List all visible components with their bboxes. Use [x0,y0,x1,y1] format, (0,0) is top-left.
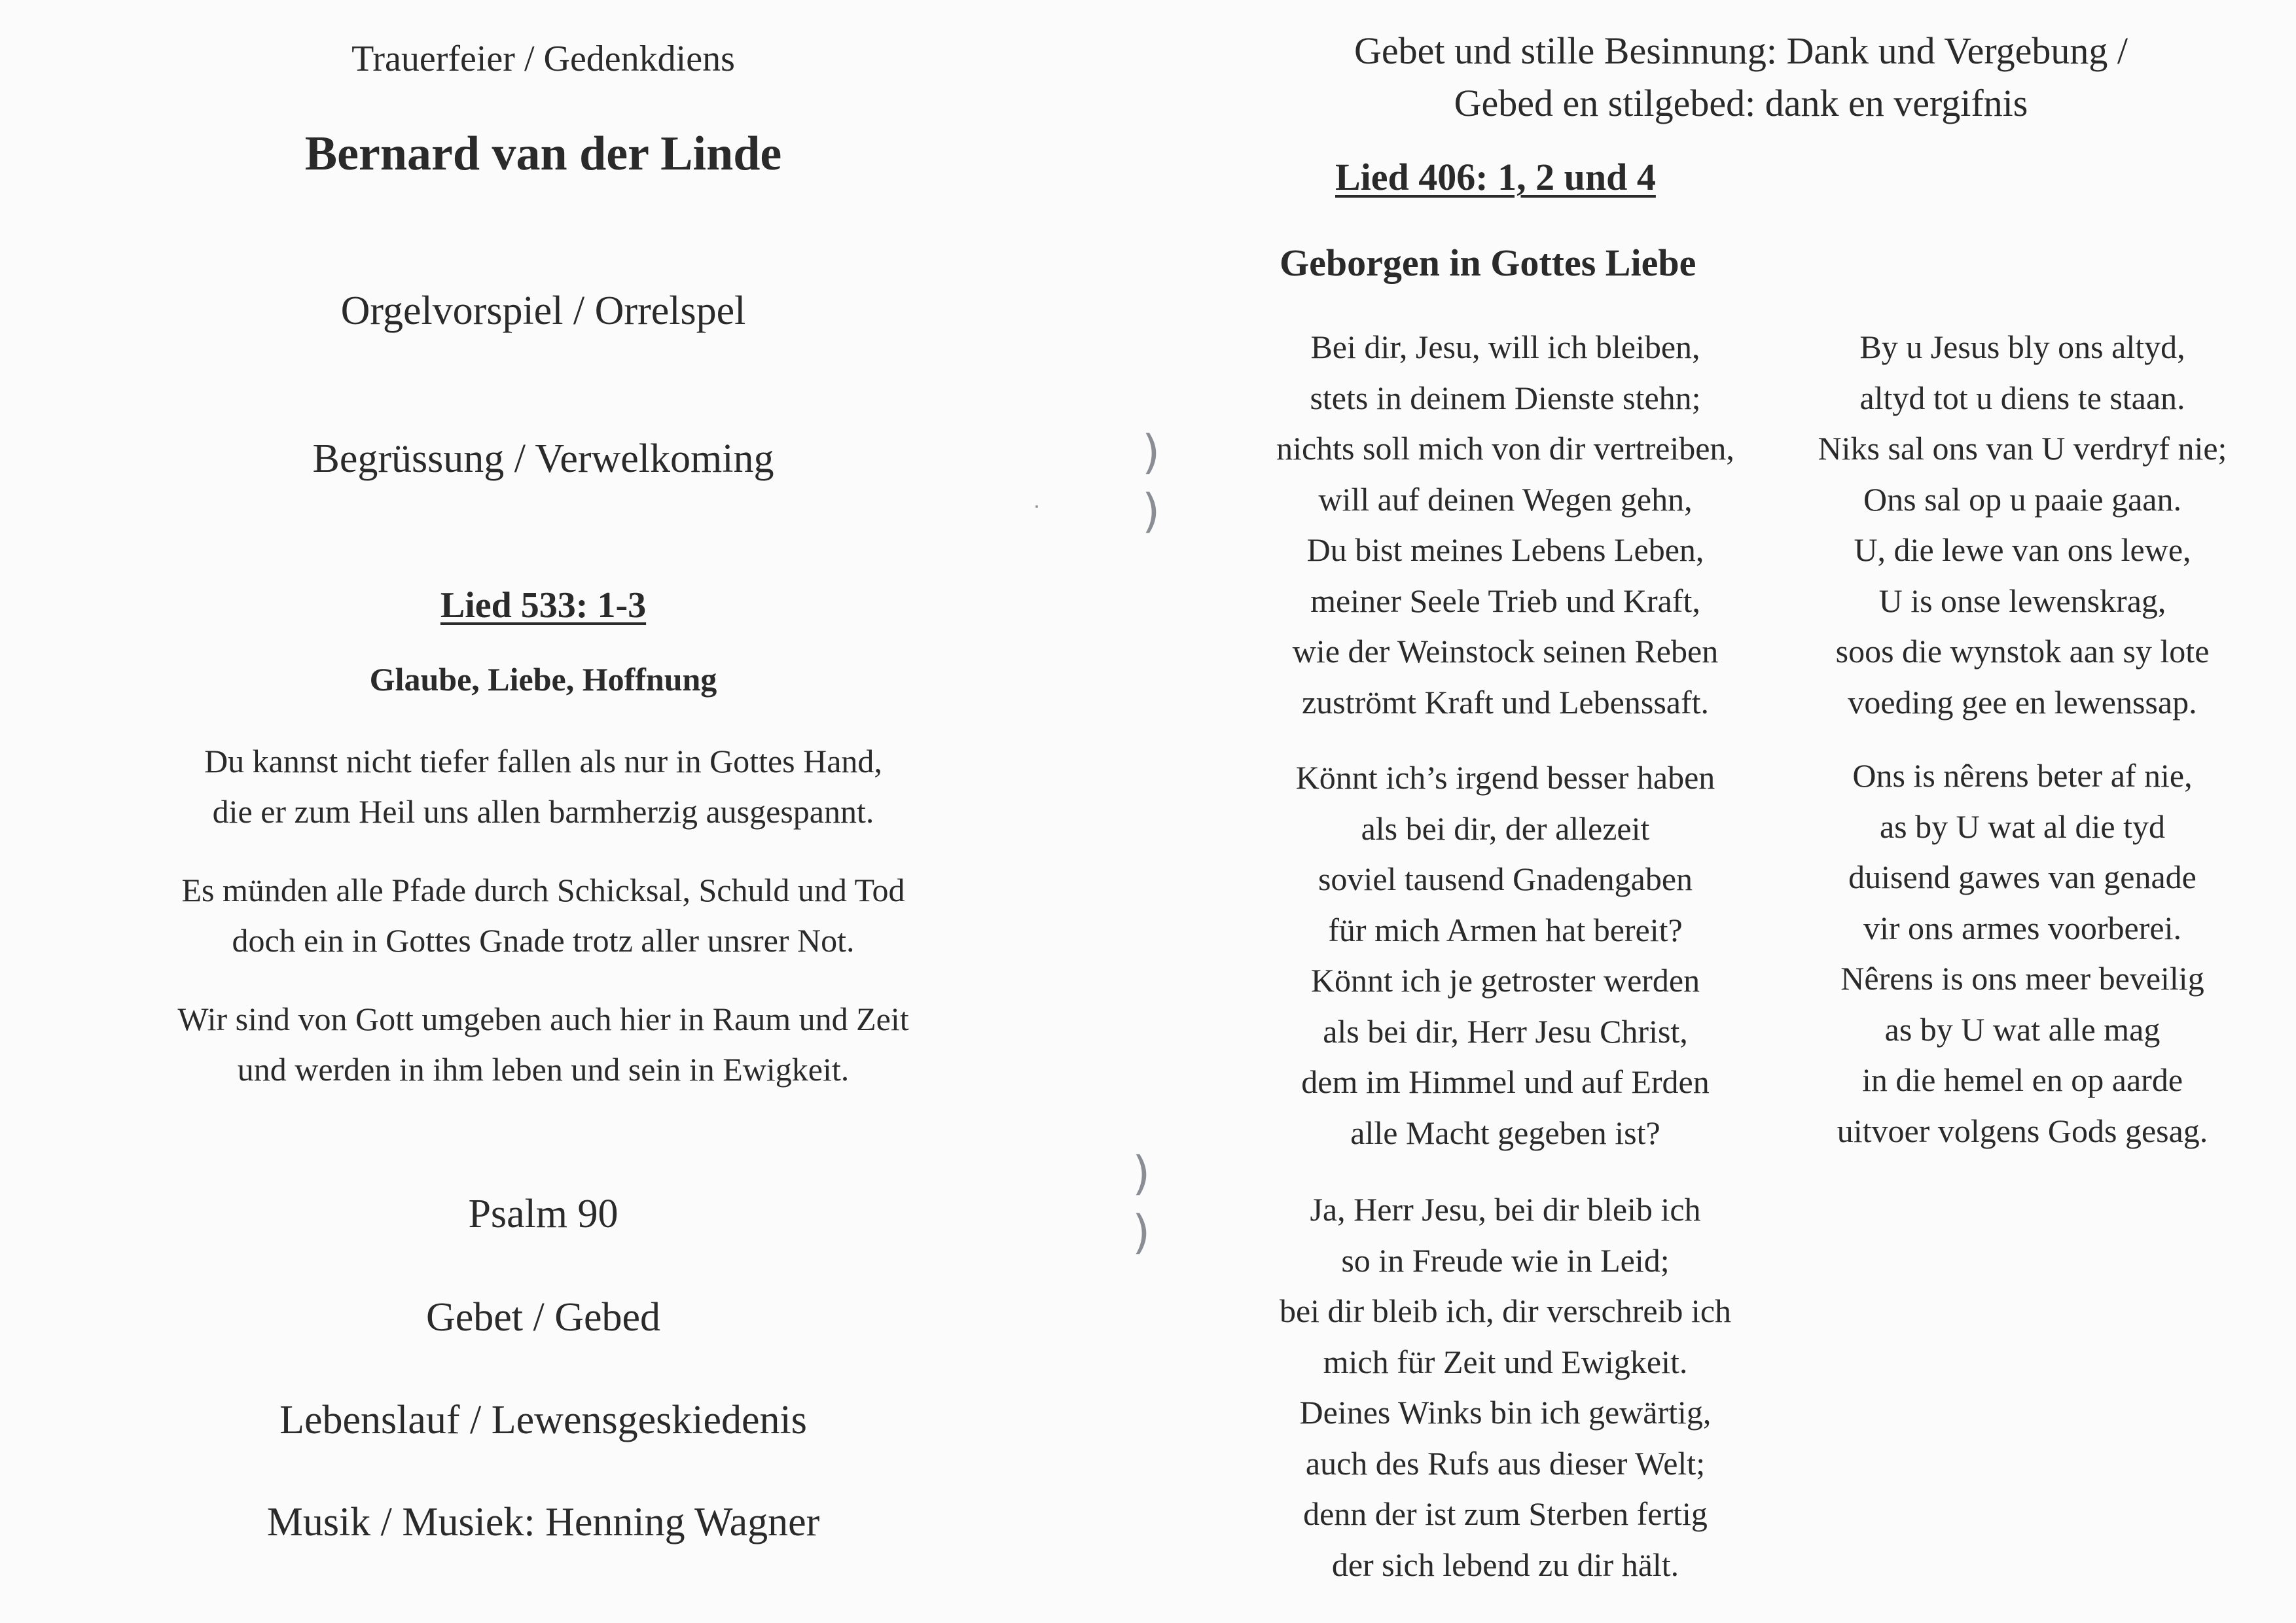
verse-line: Ons sal op u paaie gaan. [1863,480,2181,518]
verse-line: voeding gee en lewenssap. [1848,683,2197,721]
stanza-3 [0,994,1086,1095]
prayer-heading-line: Gebed en stilgebed: dank en vergifnis [1454,82,2028,124]
verse-line: für mich Armen hat bereit? [1328,911,1683,948]
verse-line: der sich lebend zu dir hält. [1331,1546,1679,1583]
stanza-1 [0,736,1086,837]
verse-line: U is onse lewenskrag, [1878,582,2166,619]
verse-line: als bei dir, Herr Jesu Christ, [1323,1012,1688,1050]
music-item: Musik / Musiek: Henning Wagner [266,1500,820,1544]
prayer-heading [1165,25,2296,130]
verse-line: Ons is nêrens beter af nie, [1852,757,2193,794]
verse-line: nichts soll mich von dir vertreiben, [1276,430,1734,467]
lied-533-heading: Lied 533: 1-3 [440,585,647,626]
verse-line: soviel tausend Gnadengaben [1318,861,1693,897]
verse-line: U, die lewe van ons lewe, [1854,531,2191,568]
prayer-heading-line: Gebet und stille Besinnung: Dank und Vergebung / [1354,29,2128,72]
deceased-name: Bernard van der Linde [304,127,782,181]
verse-line: meiner Seele Trieb und Kraft, [1310,582,1700,619]
german-verse-1 [1191,322,1820,728]
binding-mark-icon: ) [1132,1147,1151,1200]
speck [1035,505,1038,508]
verse-line: duisend gawes van genade [1848,859,2197,895]
verse-line: auch des Rufs aus dieser Welt; [1305,1444,1706,1482]
hymn-title-glaube: Glaube, Liebe, Hoffnung [369,661,717,698]
afrikaans-verse-1 [1767,322,2278,728]
verse-line: as by U wat al die tyd [1879,808,2165,845]
binding-mark-icon: ) [1132,1205,1151,1259]
stanza-line: und werden in ihm leben und sein in Ewigkeit. [237,1051,850,1088]
biography-item: Lebenslauf / Lewensgeskiedenis [279,1398,807,1442]
verse-line: stets in deinem Dienste stehn; [1310,379,1701,416]
verse-line: soos die wynstok aan sy lote [1835,633,2210,669]
verse-line: By u Jesus bly ons altyd, [1859,329,2185,365]
verse-line: altyd tot u diens te staan. [1859,379,2185,416]
verse-line: Könnt ich’s irgend besser haben [1295,759,1715,796]
verse-line: wie der Weinstock seinen Reben [1292,633,1719,669]
verse-line: will auf deinen Wegen gehn, [1318,480,1693,518]
verse-line: Du bist meines Lebens Leben, [1306,531,1704,568]
verse-line: Könnt ich je getroster werden [1310,962,1700,999]
verse-line: mich für Zeit und Ewigkeit. [1323,1343,1688,1380]
verse-line: in die hemel en op aarde [1861,1061,2183,1098]
lied-406-heading: Lied 406: 1, 2 und 4 [1335,156,1656,198]
afrikaans-verse-2 [1767,751,2278,1156]
psalm-item: Psalm 90 [468,1192,619,1236]
prayer-item: Gebet / Gebed [425,1295,661,1340]
german-verse-2 [1191,753,1820,1158]
binding-mark-icon: ) [1142,484,1160,538]
verse-line: als bei dir, der allezeit [1361,810,1650,847]
verse-line: Niks sal ons van U verdryf nie; [1818,430,2227,467]
verse-line: zuströmt Kraft und Lebenssaft. [1301,683,1710,721]
verse-line: Ja, Herr Jesu, bei dir bleib ich [1310,1191,1701,1228]
verse-line: Nêrens is ons meer beveilig [1840,960,2204,997]
binding-mark-icon: ) [1142,425,1160,479]
hymn-title-geborgen: Geborgen in Gottes Liebe [1280,241,1696,284]
verse-line: Bei dir, Jesu, will ich bleiben, [1310,329,1700,365]
verse-line: dem im Himmel und auf Erden [1301,1063,1710,1100]
stanza-line: die er zum Heil uns allen barmherzig ausgespannt. [212,793,874,830]
stanza-line: Wir sind von Gott umgeben auch hier in Raum und Zeit [177,1001,909,1037]
verse-line: vir ons armes voorberei. [1863,909,2181,946]
service-header: Trauerfeier / Gedenkdiens [351,39,735,79]
stanza-2 [0,865,1086,966]
verse-line: denn der ist zum Sterben fertig [1303,1495,1708,1532]
verse-line: alle Macht gegeben ist? [1350,1114,1660,1151]
stanza-line: Es münden alle Pfade durch Schicksal, Schuld und Tod [181,872,905,908]
stanza-line: doch ein in Gottes Gnade trotz aller unsrer Not. [232,922,855,959]
welcome-item: Begrüssung / Verwelkoming [312,437,774,481]
verse-line: uitvoer volgens Gods gesag. [1837,1112,2208,1149]
german-verse-3 [1191,1185,1820,1590]
verse-line: bei dir bleib ich, dir verschreib ich [1279,1293,1732,1329]
verse-line: so in Freude wie in Leid; [1341,1241,1670,1279]
prelude-item: Orgelvorspiel / Orrelspel [340,289,746,333]
verse-line: as by U wat alle mag [1884,1010,2161,1048]
stanza-line: Du kannst nicht tiefer fallen als nur in Gottes Hand, [204,743,882,779]
verse-line: Deines Winks bin ich gewärtig, [1299,1394,1712,1431]
